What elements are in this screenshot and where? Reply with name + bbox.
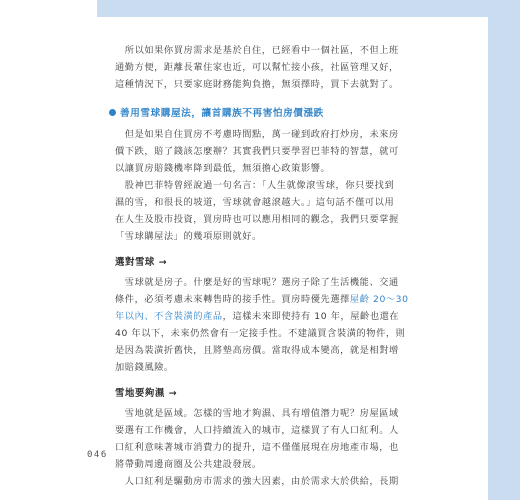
text-line: 要選有工作機會，人口持續流入的城市，這樣買了有人口紅利。人 — [115, 425, 399, 436]
intro-paragraph — [115, 42, 465, 93]
subheading-wet-snow: 雪地要夠濕 → — [115, 388, 178, 399]
text-line: 在人生及股市投資，買房時也可以應用相同的觀念，我們只要掌握 — [115, 214, 399, 225]
text-line: 「雪球購屋法」的幾項原則就好。 — [115, 231, 262, 242]
text-line: 通勤方便，距離長輩住家也近，可以幫忙接小孩，社區管理又好， — [115, 62, 399, 73]
section-title: 善用雪球購屋法，讓首購族不再害怕房價漲跌 — [120, 108, 324, 119]
page-content — [115, 42, 465, 490]
text-line: 以讓買房賠錢機率降到最低，無須擔心政策影響。 — [115, 163, 331, 174]
text-line — [115, 308, 465, 325]
text-line: 濕的雪，和很長的坡道，雪球就會越滾越大。」這句話不僅可以用 — [115, 197, 395, 208]
text-line: 價下跌，賠了錢該怎麼辦？其實我們只要學習巴菲特的智慧，就可 — [115, 146, 399, 157]
text-line: 雪地就是區域。怎樣的雪地才夠濕、具有增值潛力呢？房屋區域 — [115, 408, 399, 419]
text-line: 所以如果你買房需求是基於自住，已經看中一個社區，不但上班 — [115, 45, 399, 56]
text-line: 40 年以下，未來仍然會有一定接手性。不建議買含裝潢的物件，則 — [115, 328, 406, 339]
text-line: 這種情況下，只要家庭財務能夠負擔，無須擇時，買下去就對了。 — [115, 79, 399, 90]
text-line: 加賠錢風險。 — [115, 362, 174, 373]
text-line: 但是如果自住買房不考慮時間點，萬一碰到政府打炒房，未來房 — [115, 129, 399, 140]
highlight-text: 屋齡 20～30 — [349, 294, 409, 305]
subheading-pick-snowball: 選對雪球 → — [115, 257, 168, 268]
pick-paragraph — [115, 274, 465, 376]
text-line: 股神巴菲特曾經說過一句名言：「人生就像滾雪球，你只要找到 — [115, 180, 395, 191]
text-span: 條件，必須考慮未來轉售時的接手性。買房時優先選擇 — [115, 294, 350, 305]
page-number: 046 — [87, 450, 108, 460]
highlight-text: 年以內、不含裝潢的產品 — [115, 311, 223, 322]
book-page — [0, 17, 488, 500]
text-line: 人口紅利是驅動房市需求的強大因素，由於需求大於供給，長期 — [115, 476, 399, 487]
section-paragraphs — [115, 126, 465, 245]
bullet-dot-icon — [109, 109, 116, 116]
slope-paragraph — [115, 405, 465, 490]
text-span: ，這樣未來即使持有 10 年，屋齡也還在 — [222, 311, 400, 322]
text-line — [115, 291, 465, 308]
text-line: 是因為裝潢折舊快，且將墊高房價。當取得成本變高，就是相對增 — [115, 345, 399, 356]
text-line: 雪球就是房子。什麼是好的雪球呢？選房子除了生活機能、交通 — [115, 277, 399, 288]
text-line: 口紅利意味著城市消費力的提升，這不僅僅展現在房地產市場，也 — [115, 442, 399, 453]
section-heading — [109, 105, 465, 122]
text-line: 將帶動周邊商圈及公共建設發展。 — [115, 459, 262, 470]
